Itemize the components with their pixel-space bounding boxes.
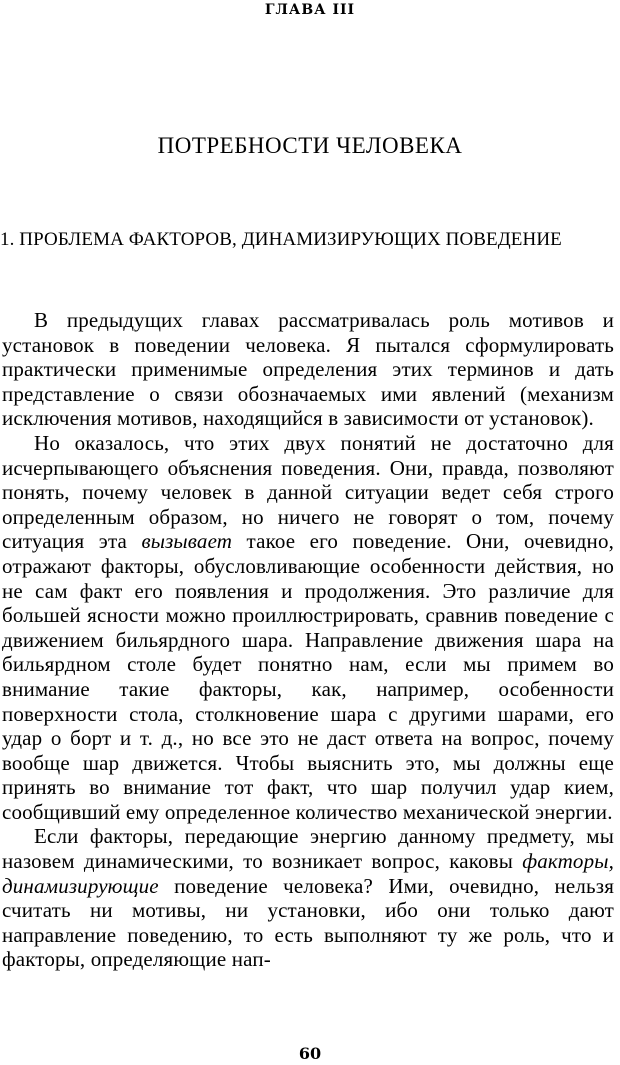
body-text xyxy=(2,308,614,972)
paragraph-3-text-a: Если факторы, передающие энергию данному предмету, мы назовем динамическими, то возникает вопрос, каковы xyxy=(2,824,614,874)
paragraph-2-text-a: Но оказалось, что этих двух понятий не достаточно для исчерпывающего объяснения поведения. Они, правда, позволяют понять, почему человек в данной ситуации ведет себя строго определенным образом, но ничего не говорят о том, почему ситуация эта xyxy=(2,430,614,554)
paragraph-2-text-b: такое его поведение. Они, очевидно, отражают факторы, обусловливающие особенности действия, но не сам факт его появления и продолжения. Это различие для большей ясности можно проиллюстрировать, сравнив поведение с движением бильярдного шара. Направление движения шара на бильярдном столе будет понятно нам, если мы примем во внимание такие факторы, как, например, особенности поверхности стола, столкновение шара с другими шарами, его удар о борт и т. д., но все это не даст ответа на вопрос, почему вообще шар движется. Чтобы выяснить это, мы должны еще принять во внимание тот факт, что шар получил удар кием, сообщивший ему определенное количество механической энергии. xyxy=(2,529,614,824)
paragraph-1-text: В предыдущих главах рассматривалась роль мотивов и установок в поведении человека. Я пытался сформулировать практически применимые определения этих терминов и дать представление о связи обозначаемых ими явлений (механизм исключения мотивов, находящийся в зависимости от установок). xyxy=(2,308,614,431)
paragraph-3-italic: факторы, динамизирующие xyxy=(2,849,614,898)
paragraph-2 xyxy=(2,431,614,825)
chapter-title: ПОТРЕБНОСТИ ЧЕЛОВЕКА xyxy=(157,133,463,158)
paragraph-2-italic: вызывает xyxy=(141,529,233,554)
paragraph-3 xyxy=(2,824,614,972)
section-title: 1. ПРОБЛЕМА ФАКТОРОВ, ДИНАМИЗИРУЮЩИХ ПОВЕДЕНИЕ xyxy=(0,229,562,250)
page-number: 60 xyxy=(298,1044,322,1063)
paragraph-1 xyxy=(2,308,614,431)
paragraph-3-text-b: поведение человека? Ими, очевидно, нельзя считать ни мотивы, ни установки, ибо они только дают направление поведению, то есть выполняют ту же роль, что и факторы, определяющие нап- xyxy=(2,873,614,972)
running-head: ГЛАВА III xyxy=(264,2,356,18)
